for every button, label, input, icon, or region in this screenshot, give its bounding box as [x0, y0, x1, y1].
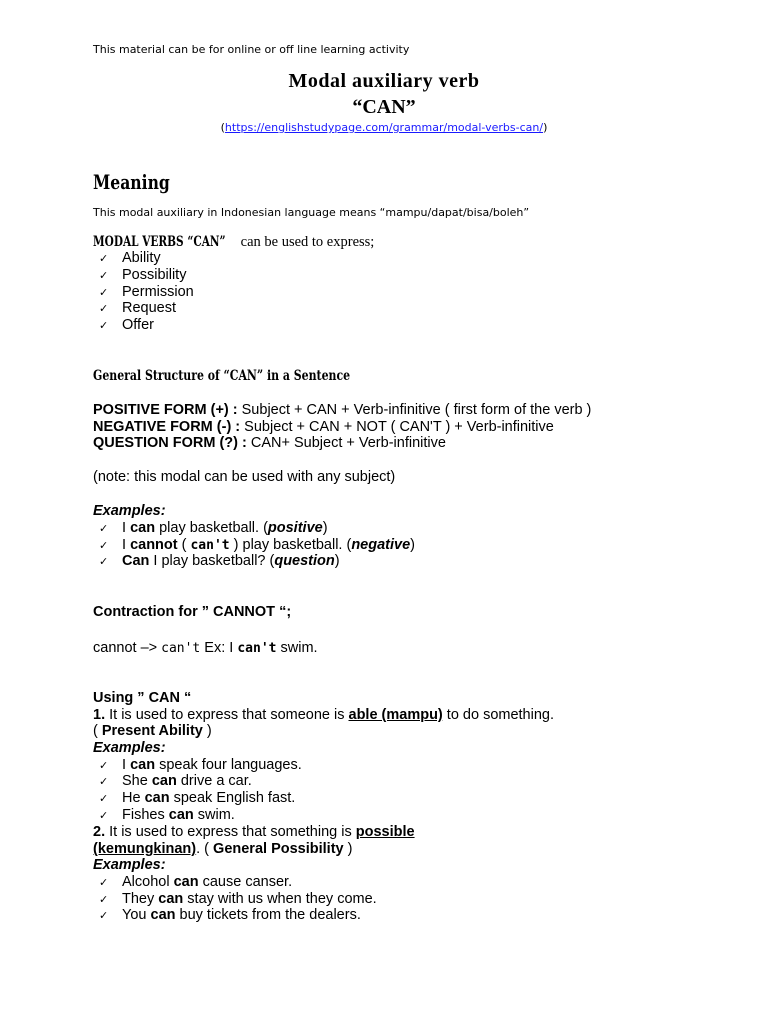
question-form: [93, 435, 446, 452]
category-label: General Possibility: [213, 841, 344, 857]
text: ): [343, 841, 353, 857]
negative-form: [93, 419, 554, 436]
point-2: [93, 824, 415, 841]
keyword: able (mampu): [348, 707, 443, 723]
modal-word: can: [173, 874, 199, 890]
form-tag: positive: [267, 520, 323, 536]
list-item: [122, 790, 295, 807]
keyword: possible: [355, 824, 415, 840]
text: Ex: I: [200, 640, 238, 656]
text: ) play basketball. (: [229, 537, 352, 553]
contraction-line: [93, 640, 318, 657]
text: You: [122, 907, 151, 923]
text: cannot –>: [93, 640, 162, 656]
text: Fishes: [122, 807, 169, 823]
text: cause canser.: [198, 874, 293, 890]
check-icon: ✓: [99, 286, 109, 299]
point-2-line-2: [93, 841, 352, 858]
question-label: QUESTION FORM (?) :: [93, 435, 247, 451]
text: She: [122, 773, 152, 789]
point-1: [93, 707, 554, 724]
title-line-2: “CAN”: [352, 96, 416, 118]
point-number: 1.: [93, 707, 106, 723]
modal-word: can: [158, 891, 184, 907]
check-icon: ✓: [99, 792, 109, 805]
text: ): [410, 537, 416, 553]
text: He: [122, 790, 145, 806]
text: ): [322, 520, 328, 536]
modal-line: [93, 233, 374, 251]
negative-cant: CAN'T: [399, 419, 442, 435]
question-text: CAN+ Subject + Verb-infinitive: [246, 435, 446, 451]
contraction-word: can't: [237, 641, 277, 656]
text: It is used to express that someone is: [105, 707, 349, 723]
text: . (: [196, 841, 214, 857]
category-label: Present Ability: [101, 723, 203, 739]
text: drive a car.: [176, 773, 252, 789]
modal-word: can: [150, 907, 176, 923]
text: swim.: [276, 640, 318, 656]
check-icon: ✓: [99, 522, 109, 535]
negative-label: NEGATIVE FORM (-) :: [93, 419, 241, 435]
list-item: [122, 757, 302, 774]
negative-text-b: ) + Verb-infinitive: [441, 419, 554, 435]
modal-word: can: [151, 773, 177, 789]
source-open: (: [220, 121, 225, 134]
example-positive: [122, 520, 328, 537]
text: It is used to express that something is: [105, 824, 356, 840]
contraction-word: can't: [190, 538, 230, 553]
check-icon: ✓: [99, 555, 109, 568]
text: ): [334, 553, 340, 569]
modal-word: can: [130, 757, 156, 773]
modal-word: can: [168, 807, 194, 823]
check-icon: ✓: [99, 319, 109, 332]
text: (: [177, 537, 191, 553]
check-icon: ✓: [99, 759, 109, 772]
meaning-text: This modal auxiliary in Indonesian language means “mampu/dapat/bisa/boleh”: [93, 206, 530, 219]
examples-label: Examples:: [93, 857, 166, 873]
positive-form: [93, 402, 591, 419]
text: swim.: [193, 807, 235, 823]
source-link[interactable]: https://englishstudypage.com/grammar/modal-verbs-can/: [224, 121, 544, 134]
example-question: [122, 553, 340, 570]
modal-label: MODAL VERBS “CAN”: [93, 234, 226, 250]
text: play basketball. (: [155, 520, 268, 536]
meaning-heading: Meaning: [93, 170, 170, 194]
list-item: [122, 907, 361, 924]
list-item: [122, 773, 252, 790]
check-icon: ✓: [99, 302, 109, 315]
contraction-word: can't: [161, 641, 201, 656]
check-icon: ✓: [99, 252, 109, 265]
list-item: Ability: [122, 250, 161, 266]
form-tag: question: [274, 553, 335, 569]
source-line: [0, 121, 768, 134]
example-negative: [122, 537, 415, 554]
modal-word: can: [130, 520, 156, 536]
source-close: ): [543, 121, 548, 134]
examples-label: Examples:: [93, 740, 166, 756]
check-icon: ✓: [99, 893, 109, 906]
check-icon: ✓: [99, 809, 109, 822]
text: I: [122, 537, 131, 553]
check-icon: ✓: [99, 269, 109, 282]
check-icon: ✓: [99, 909, 109, 922]
check-icon: ✓: [99, 876, 109, 889]
text: I play basketball? (: [149, 553, 275, 569]
text: stay with us when they come.: [183, 891, 377, 907]
check-icon: ✓: [99, 539, 109, 552]
keyword: (kemungkinan): [93, 841, 197, 857]
negative-text-a: Subject + CAN + NOT (: [240, 419, 400, 435]
list-item: Offer: [122, 317, 154, 333]
title-line-1: Modal auxiliary verb: [288, 70, 480, 92]
list-item: Permission: [122, 284, 194, 300]
list-item: [122, 807, 235, 824]
text: They: [122, 891, 159, 907]
structure-heading: General Structure of “CAN” in a Sentence: [93, 368, 351, 384]
check-icon: ✓: [99, 775, 109, 788]
text: Alcohol: [122, 874, 174, 890]
modal-word: can: [144, 790, 170, 806]
point-number: 2.: [93, 824, 106, 840]
point-1-tag: [93, 723, 212, 740]
note: (note: this modal can be used with any subject): [93, 469, 396, 485]
modal-word: Can: [122, 553, 150, 569]
contraction-heading: Contraction for ” CANNOT “;: [93, 604, 292, 620]
positive-label: POSITIVE FORM (+) :: [93, 402, 238, 418]
list-item: Request: [122, 300, 177, 316]
text: buy tickets from the dealers.: [175, 907, 361, 923]
list-item: [122, 891, 377, 908]
text: (: [93, 723, 102, 739]
list-item: Possibility: [122, 267, 187, 283]
list-item: [122, 874, 292, 891]
examples-label: Examples:: [93, 503, 166, 519]
text: to do something.: [442, 707, 555, 723]
using-heading: Using ” CAN “: [93, 690, 192, 706]
text: speak four languages.: [155, 757, 302, 773]
text: ): [202, 723, 212, 739]
form-tag: negative: [351, 537, 411, 553]
positive-text: Subject + CAN + Verb-infinitive ( first form of the verb ): [237, 402, 592, 418]
text: I: [122, 757, 131, 773]
text: I: [122, 520, 131, 536]
modal-word: cannot: [130, 537, 178, 553]
modal-text: can be used to express;: [237, 234, 375, 250]
text: speak English fast.: [169, 790, 296, 806]
header-note: This material can be for online or off line learning activity: [93, 43, 410, 56]
